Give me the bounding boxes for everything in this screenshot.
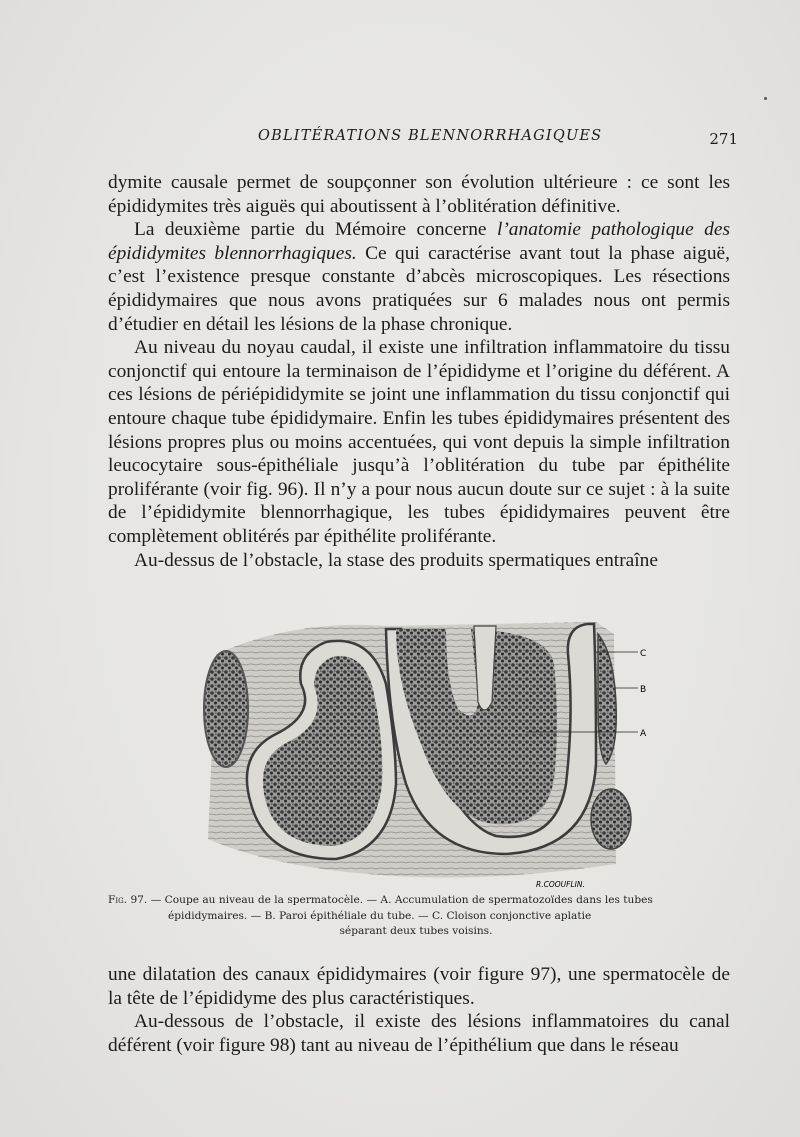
label-a: A <box>640 729 647 739</box>
label-b: B <box>640 685 647 695</box>
italic-text: l’anatomie pathologique des épididymites blennorrhagiques. <box>108 219 730 264</box>
body-text-bottom <box>108 963 730 1057</box>
text-run: dymite causale permet de soupçonner son évolution ultérieure : ce sont les épididymites très aiguës qui aboutissent à l’oblitération définitive. <box>108 172 730 217</box>
caption-line-2: épididymaires. — B. Paroi épithéliale du tube. — C. Cloison conjonctive aplatie <box>168 909 592 922</box>
text-run: Au niveau du noyau caudal, il existe une infiltration inflammatoire du tissu conjonctif qui entoure la terminaison de l’épididyme et l’origine du déférent. A ces lésions de périépididymite se joint une inflammation du tissu conjonctif qui entoure chaque tube épididymaire. Enfin les tubes épididymaires présentent des lésions propres plus ou moins accentuées, qui vont depuis la simple infiltration leucocytaire sous-épithéliale jusqu’à l’oblitération du tube par épithélite proliférante (voir fig. 96). Il n’y a pour nous aucun doute sur ce sujet : à la suite de l’épididymite blennorrhagique, les tubes épididymaires peuvent être complètement oblitérés par épithélite proliférante. <box>108 337 730 547</box>
paragraph-p3 <box>108 336 730 548</box>
page-number: 271 <box>709 130 738 148</box>
caption-prefix: Fig. 97. — <box>108 894 162 906</box>
text-run: Au-dessus de l’obstacle, la stase des produits spermatiques entraîne <box>134 549 658 571</box>
figure-97 <box>196 614 656 894</box>
body-text-top <box>108 171 730 572</box>
label-c: C <box>640 649 647 659</box>
text-run: La deuxième partie du Mémoire concerne <box>134 219 497 241</box>
paragraph-p1 <box>108 171 730 218</box>
paragraph-p6 <box>108 1010 730 1057</box>
speck-mark <box>764 97 767 100</box>
text-run: Ce qui caractérise avant tout la phase aiguë, c’est l’existence presque constante d’abcès microscopiques. Les résections épididymaires que nous avons pratiquées sur 6 malades nous ont permis d’étudier en détail les lésions de la phase chronique. <box>108 242 730 335</box>
paragraph-p2 <box>108 218 730 336</box>
text-run: Au-dessous de l’obstacle, il existe des lésions inflammatoires du canal déférent (voir figure 98) tant au niveau de l’épithélium que dans le réseau <box>108 1011 730 1056</box>
tubule-bottom-right <box>591 789 631 849</box>
tubule-left <box>204 651 248 767</box>
running-title: OBLITÉRATIONS BLENNORRHAGIQUES <box>258 128 603 144</box>
caption-line-1: Fig. 97. — Coupe au niveau de la spermatocèle. — A. Accumulation de spermatozoïdes dans les tubes <box>108 894 653 906</box>
figure-caption <box>108 893 734 940</box>
text-run: une dilatation des canaux épididymaires (voir figure 97), une spermatocèle de la tête de l’épididyme des plus caractéristiques. <box>108 964 730 1009</box>
paragraph-p4 <box>108 549 730 573</box>
artist-signature: R.COOUFLIN. <box>536 880 585 889</box>
caption-line-3: séparant deux tubes voisins. <box>339 925 493 937</box>
histology-illustration <box>196 614 656 894</box>
tubule-lumen-center <box>474 626 496 710</box>
page-header <box>108 128 738 152</box>
paragraph-p5 <box>108 963 730 1010</box>
